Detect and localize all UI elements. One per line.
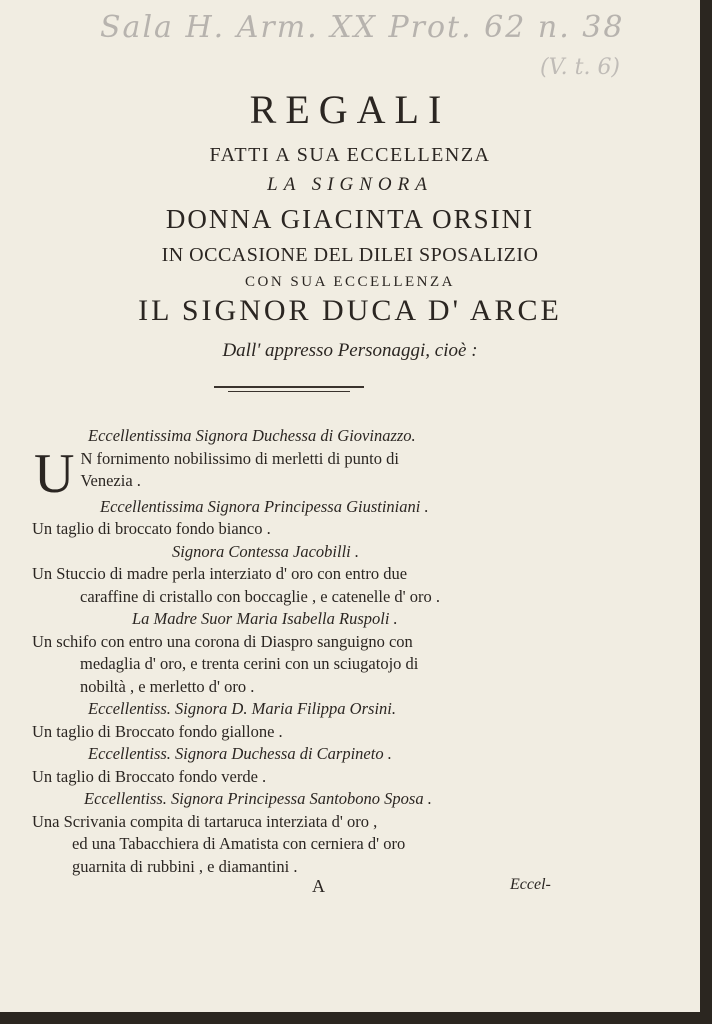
giver-heading: Eccellentiss. Signora D. Maria Filippa Orsini. xyxy=(88,699,396,718)
drop-cap: U xyxy=(34,442,75,505)
title-line-4: DONNA GIACINTA ORSINI xyxy=(165,204,535,234)
archival-annotation: Sala H. Arm. XX Prot. 62 n. 38 xyxy=(100,10,625,45)
title-line-6: CON SUA ECCELLENZA xyxy=(245,274,455,290)
gift-line: Un schifo con entro una corona di Diaspro sanguigno con xyxy=(32,631,413,651)
gift-line: Un taglio di Broccato fondo verde . xyxy=(32,766,267,786)
giver-heading: La Madre Suor Maria Isabella Ruspoli . xyxy=(132,609,398,628)
gift-line: medaglia d' oro, e trenta cerini con un sciugatojo di xyxy=(80,654,419,673)
page-footer xyxy=(0,876,700,900)
gift-line: Un taglio di broccato fondo bianco . xyxy=(32,519,271,538)
gift-line: Venezia . xyxy=(80,471,141,490)
catchword: Eccel- xyxy=(510,876,551,893)
gift-line: guarnita di rubbini , e diamantini . xyxy=(72,856,298,876)
giver-heading: Eccellentissima Signora Principessa Giustiniani . xyxy=(100,496,429,516)
title-rule-thin xyxy=(228,391,350,392)
gift-line: Un Stuccio di madre perla interziato d' oro con entro due xyxy=(32,564,408,583)
giver-heading: Eccellentissima Signora Duchessa di Giovinazzo. xyxy=(88,426,416,445)
list-item xyxy=(32,442,562,505)
title-line-7: IL SIGNOR DUCA D' ARCE xyxy=(138,294,562,327)
giver-heading: Signora Contessa Jacobilli . xyxy=(172,541,359,561)
title-line-5: IN OCCASIONE DEL DILEI SPOSALIZIO xyxy=(161,244,539,266)
page-title: REGALI xyxy=(249,87,451,132)
giver-heading: Eccellentiss. Signora Principessa Santobono Sposa . xyxy=(84,789,432,808)
gift-line: caraffine di cristallo con boccaglie , e catenelle d' oro . xyxy=(80,586,440,606)
gift-line: ed una Tabacchiera di Amatista con cerniera d' oro xyxy=(72,834,406,853)
archival-annotation-sub: (V. t. 6) xyxy=(540,55,621,80)
gift-list xyxy=(32,425,562,878)
title-rule xyxy=(214,386,364,388)
gift-line: nobiltà , e merletto d' oro . xyxy=(80,676,255,696)
gift-line: Una Scrivania compita di tartaruca interziata d' oro , xyxy=(32,811,378,831)
giver-heading: Eccellentiss. Signora Duchessa di Carpineto . xyxy=(88,744,392,763)
title-line-3: LA SIGNORA xyxy=(267,174,433,195)
signature-mark: A xyxy=(312,876,325,896)
gift-line: Un taglio di Broccato fondo giallone . xyxy=(32,721,283,741)
title-line-8: Dall' appresso Personaggi, cioè : xyxy=(222,340,478,361)
gift-line: N fornimento nobilissimo di merletti di punto di xyxy=(80,448,399,468)
title-line-2: FATTI A SUA ECCELLENZA xyxy=(209,144,491,166)
